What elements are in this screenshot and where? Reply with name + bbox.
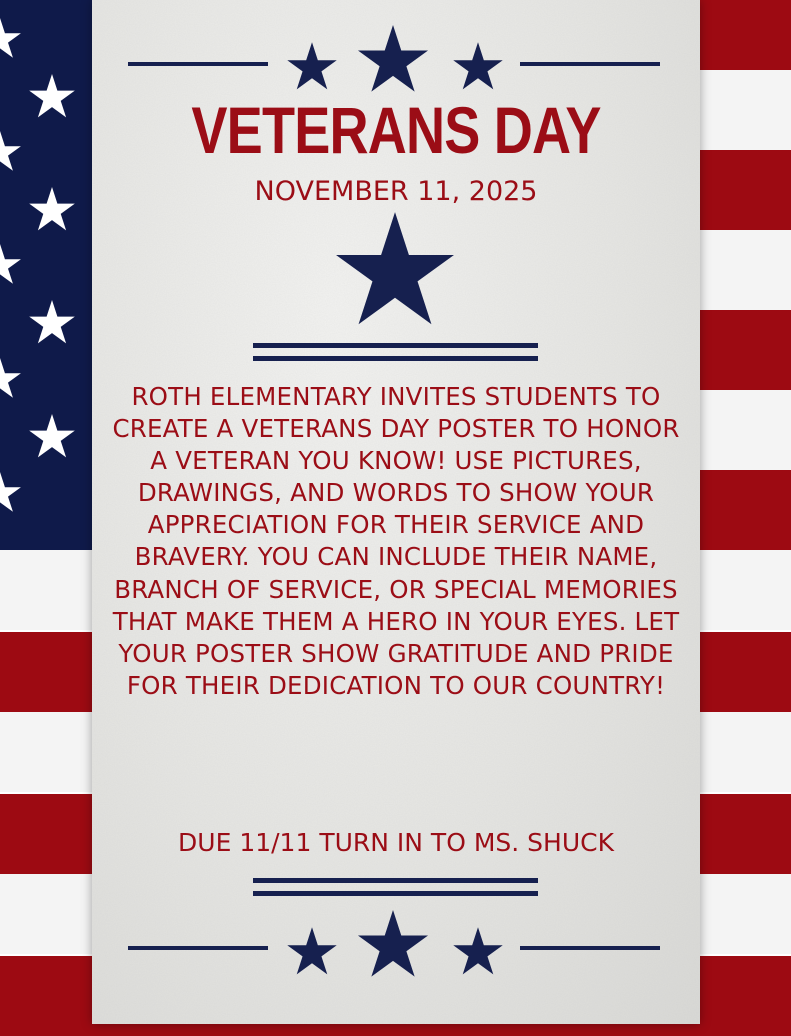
star-icon bbox=[452, 927, 504, 977]
star-icon bbox=[286, 42, 338, 92]
star-icon bbox=[356, 25, 430, 95]
divider-line bbox=[253, 891, 538, 896]
star-icon bbox=[356, 910, 430, 980]
divider-line bbox=[253, 343, 538, 348]
flag-canton bbox=[0, 0, 92, 550]
event-date: NOVEMBER 11, 2025 bbox=[254, 176, 538, 207]
divider-line bbox=[253, 356, 538, 361]
star-icon bbox=[286, 927, 338, 977]
top-right-rule bbox=[520, 62, 660, 66]
bottom-right-rule bbox=[520, 946, 660, 950]
star-icon bbox=[452, 42, 504, 92]
poster-body: ROTH ELEMENTARY INVITES STUDENTS TO CREATE A VETERANS DAY POSTER TO HONOR A VETERAN YOU KNOW! USE PICTURES, DRAWINGS, AND WORDS TO SHOW YOUR APPRECIATION FOR THEIR SERVICE AND BRAVERY. YOU CAN INCLUDE THEIR NAME, BRANCH OF SERVICE, OR SPECIAL MEMORIES THAT MAKE THEM A HERO IN YOUR EYES. LET YOUR POSTER SHOW GRATITUDE AND PRIDE FOR THEIR DEDICATION TO OUR COUNTRY! bbox=[112, 382, 680, 700]
poster-title: VETERANS DAY bbox=[191, 93, 601, 167]
star-icon bbox=[333, 212, 457, 330]
divider-line bbox=[253, 878, 538, 883]
bottom-left-rule bbox=[128, 946, 268, 950]
due-note: DUE 11/11 TURN IN TO MS. SHUCK bbox=[178, 828, 614, 857]
top-left-rule bbox=[128, 62, 268, 66]
